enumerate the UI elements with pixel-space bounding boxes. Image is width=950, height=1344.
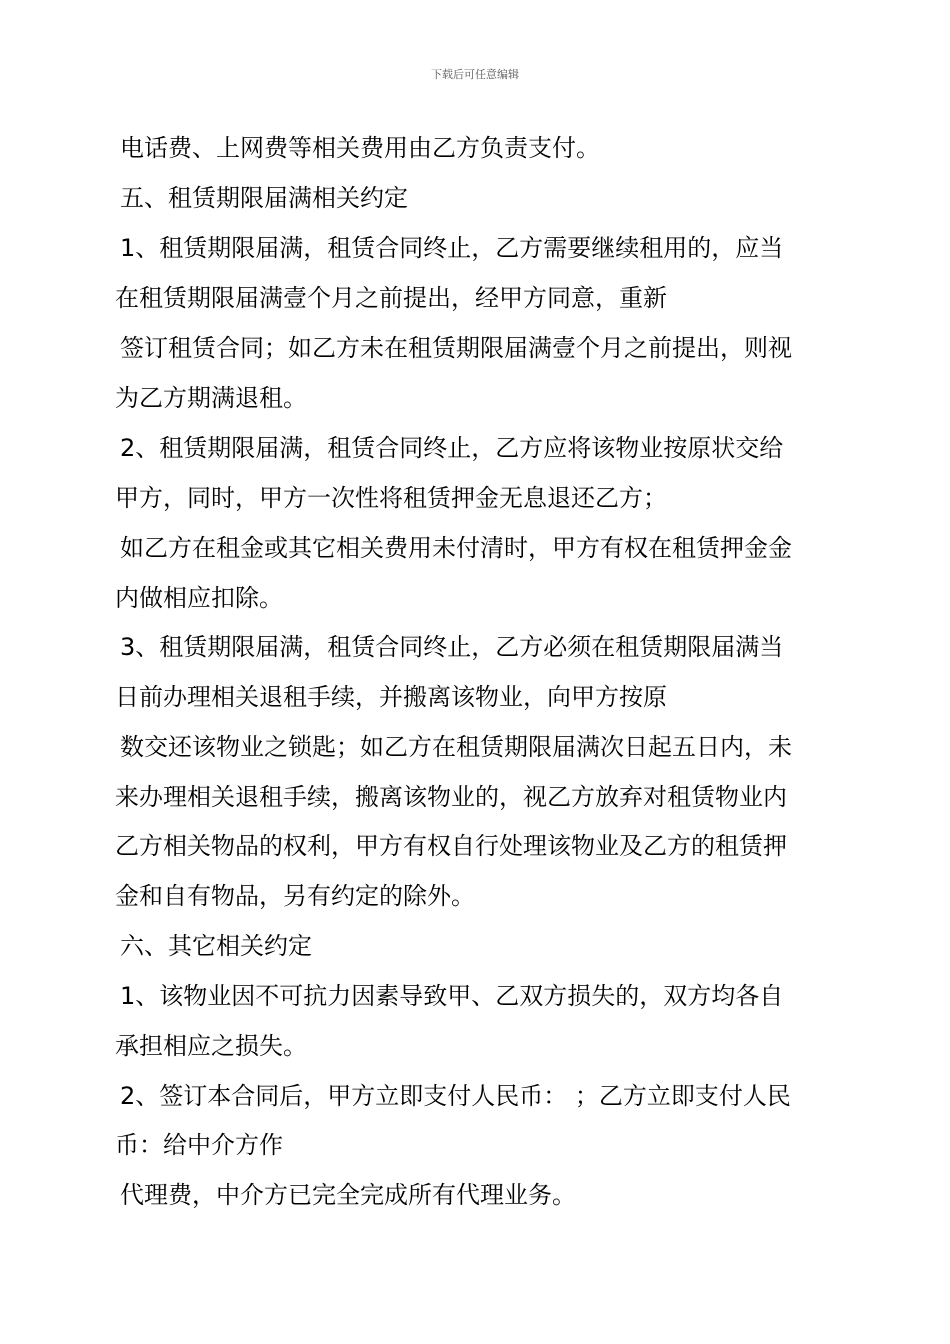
text-line: 乙方相关物品的权利，甲方有权自行处理该物业及乙方的租赁押 (115, 832, 787, 860)
text-line: 电话费、上网费等相关费用由乙方负责支付。 (120, 134, 600, 162)
text-line: 2、签订本合同后，甲方立即支付人民币： ；乙方立即支付人民 (120, 1082, 791, 1110)
text-line: 在租赁期限届满壹个月之前提出，经甲方同意，重新 (115, 284, 667, 312)
text-line: 为乙方期满退租。 (115, 384, 307, 412)
text-line: 甲方，同时，甲方一次性将租赁押金无息退还乙方； (115, 484, 667, 512)
text-line: 来办理相关退租手续，搬离该物业的，视乙方放弃对租赁物业内 (115, 783, 787, 811)
text-line: 币：给中介方作 (115, 1131, 283, 1159)
text-line: 金和自有物品，另有约定的除外。 (115, 882, 475, 910)
text-line: 3、租赁期限届满，租赁合同终止，乙方必须在租赁期限届满当 (120, 633, 784, 661)
text-line: 1、租赁期限届满，租赁合同终止，乙方需要继续租用的，应当 (120, 234, 784, 262)
page-header: 下载后可任意编辑 (431, 68, 519, 81)
text-line: 1、该物业因不可抗力因素导致甲、乙双方损失的，双方均各自 (120, 982, 784, 1010)
section-heading-5: 五、租赁期限届满相关约定 (120, 184, 408, 212)
text-line: 如乙方在租金或其它相关费用未付清时，甲方有权在租赁押金金 (120, 534, 792, 562)
text-line: 内做相应扣除。 (115, 584, 283, 612)
text-line: 日前办理相关退租手续，并搬离该物业，向甲方按原 (115, 683, 667, 711)
section-heading-6: 六、其它相关约定 (120, 932, 312, 960)
text-line: 承担相应之损失。 (115, 1032, 307, 1060)
text-line: 数交还该物业之锁匙；如乙方在租赁期限届满次日起五日内，未 (120, 733, 792, 761)
text-line: 签订租赁合同；如乙方未在租赁期限届满壹个月之前提出，则视 (120, 334, 792, 362)
text-line: 2、租赁期限届满，租赁合同终止，乙方应将该物业按原状交给 (120, 434, 784, 462)
text-line: 代理费，中介方已完全完成所有代理业务。 (120, 1181, 576, 1209)
